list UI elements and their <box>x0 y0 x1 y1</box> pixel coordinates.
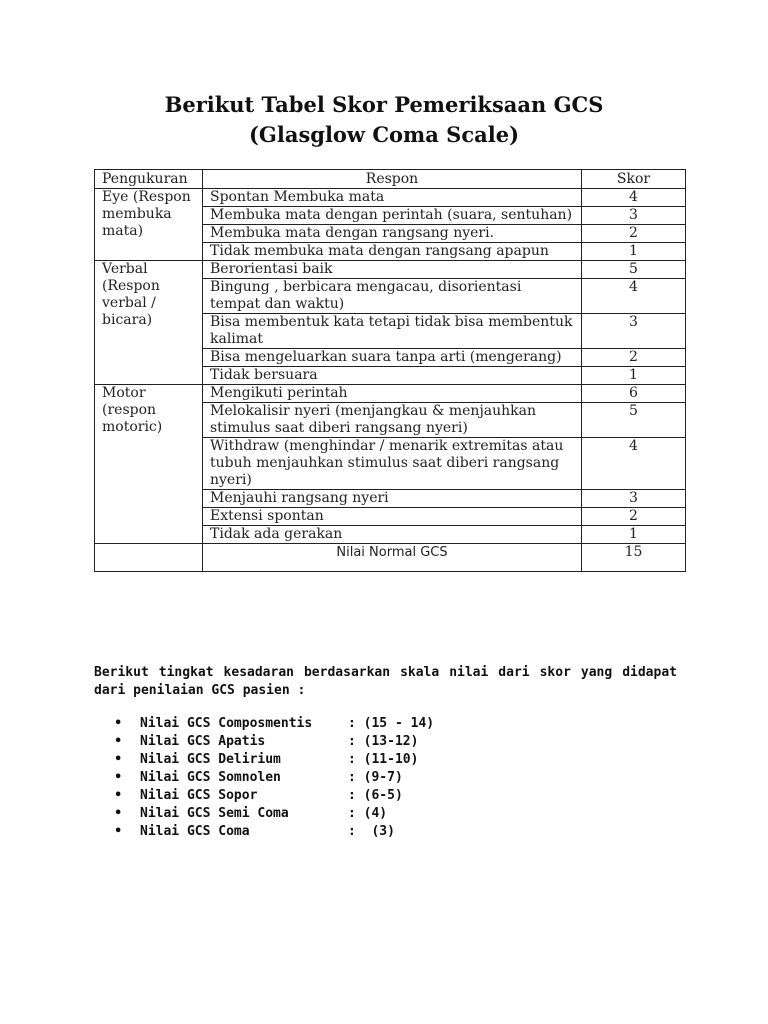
skor-cell: 1 <box>582 243 686 261</box>
level-range: : (3) <box>348 824 395 839</box>
respon-cell: Tidak ada gerakan <box>203 526 582 544</box>
list-item <box>94 805 594 823</box>
table-row <box>95 189 686 207</box>
skor-cell: 3 <box>582 207 686 225</box>
table-row <box>95 385 686 403</box>
total-value: 15 <box>582 544 686 572</box>
intro-paragraph: Berikut tingkat kesadaran berdasarkan skala nilai dari skor yang didapat dari penilaian GCS pasien : <box>94 665 677 698</box>
page-title <box>0 90 768 150</box>
respon-cell: Bisa membentuk kata tetapi tidak bisa membentuk kalimat <box>203 314 582 349</box>
level-name: Nilai GCS Delirium <box>140 752 281 767</box>
page-title-line-1: Berikut Tabel Skor Pemeriksaan GCS <box>164 92 604 117</box>
level-name: Nilai GCS Composmentis <box>140 716 313 731</box>
table-header-row <box>95 170 686 189</box>
level-name: Nilai GCS Coma <box>140 824 250 839</box>
bullet-icon: • <box>114 734 123 749</box>
table-row <box>95 261 686 279</box>
skor-cell: 5 <box>582 403 686 438</box>
list-item <box>94 733 594 751</box>
skor-cell: 4 <box>582 189 686 207</box>
level-range: : (9-7) <box>348 770 403 785</box>
level-range: : (13-12) <box>348 734 419 749</box>
group-eye: Eye (Respon membuka mata) <box>95 189 203 261</box>
bullet-icon: • <box>114 716 123 731</box>
skor-cell: 3 <box>582 314 686 349</box>
respon-cell: Membuka mata dengan rangsang nyeri. <box>203 225 582 243</box>
level-range: : (15 - 14) <box>348 716 435 731</box>
skor-cell: 2 <box>582 225 686 243</box>
bullet-icon: • <box>114 752 123 767</box>
skor-cell: 2 <box>582 349 686 367</box>
respon-cell: Withdraw (menghindar / menarik extremitas atau tubuh menjauhkan stimulus saat diberi rangsang nyeri) <box>203 438 582 490</box>
bullet-icon: • <box>114 770 123 785</box>
respon-cell: Mengikuti perintah <box>203 385 582 403</box>
respon-cell: Menjauhi rangsang nyeri <box>203 490 582 508</box>
group-verbal: Verbal (Respon verbal / bicara) <box>95 261 203 385</box>
header-skor: Skor <box>582 170 686 189</box>
level-name: Nilai GCS Somnolen <box>140 770 281 785</box>
skor-cell: 1 <box>582 526 686 544</box>
level-name: Nilai GCS Sopor <box>140 788 258 803</box>
level-range: : (11-10) <box>348 752 419 767</box>
list-item <box>94 715 594 733</box>
skor-cell: 5 <box>582 261 686 279</box>
gcs-score-table <box>94 169 686 572</box>
page-title-line-2: (Glasglow Coma Scale) <box>248 122 520 147</box>
skor-cell: 4 <box>582 438 686 490</box>
respon-cell: Tidak membuka mata dengan rangsang apapun <box>203 243 582 261</box>
level-name: Nilai GCS Semi Coma <box>140 806 289 821</box>
total-row <box>95 544 686 572</box>
level-name: Nilai GCS Apatis <box>140 734 266 749</box>
respon-cell: Bisa mengeluarkan suara tanpa arti (mengerang) <box>203 349 582 367</box>
skor-cell: 6 <box>582 385 686 403</box>
respon-cell: Bingung , berbicara mengacau, disorientasi tempat dan waktu) <box>203 279 582 314</box>
skor-cell: 4 <box>582 279 686 314</box>
respon-cell: Extensi spontan <box>203 508 582 526</box>
consciousness-level-list <box>94 715 594 841</box>
bullet-icon: • <box>114 788 123 803</box>
header-pengukuran: Pengukuran <box>95 170 203 189</box>
skor-cell: 3 <box>582 490 686 508</box>
respon-cell: Melokalisir nyeri (menjangkau & menjauhkan stimulus saat diberi rangsang nyeri) <box>203 403 582 438</box>
respon-cell: Spontan Membuka mata <box>203 189 582 207</box>
total-label: Nilai Normal GCS <box>203 544 582 572</box>
total-empty-cell <box>95 544 203 572</box>
header-respon: Respon <box>203 170 582 189</box>
level-range: : (6-5) <box>348 788 403 803</box>
level-range: : (4) <box>348 806 388 821</box>
bullet-icon: • <box>114 824 123 839</box>
respon-cell: Tidak bersuara <box>203 367 582 385</box>
respon-cell: Membuka mata dengan perintah (suara, sentuhan) <box>203 207 582 225</box>
respon-cell: Berorientasi baik <box>203 261 582 279</box>
skor-cell: 1 <box>582 367 686 385</box>
list-item <box>94 751 594 769</box>
group-motor: Motor (respon motoric) <box>95 385 203 544</box>
bullet-icon: • <box>114 806 123 821</box>
list-item <box>94 823 594 841</box>
skor-cell: 2 <box>582 508 686 526</box>
list-item <box>94 769 594 787</box>
list-item <box>94 787 594 805</box>
